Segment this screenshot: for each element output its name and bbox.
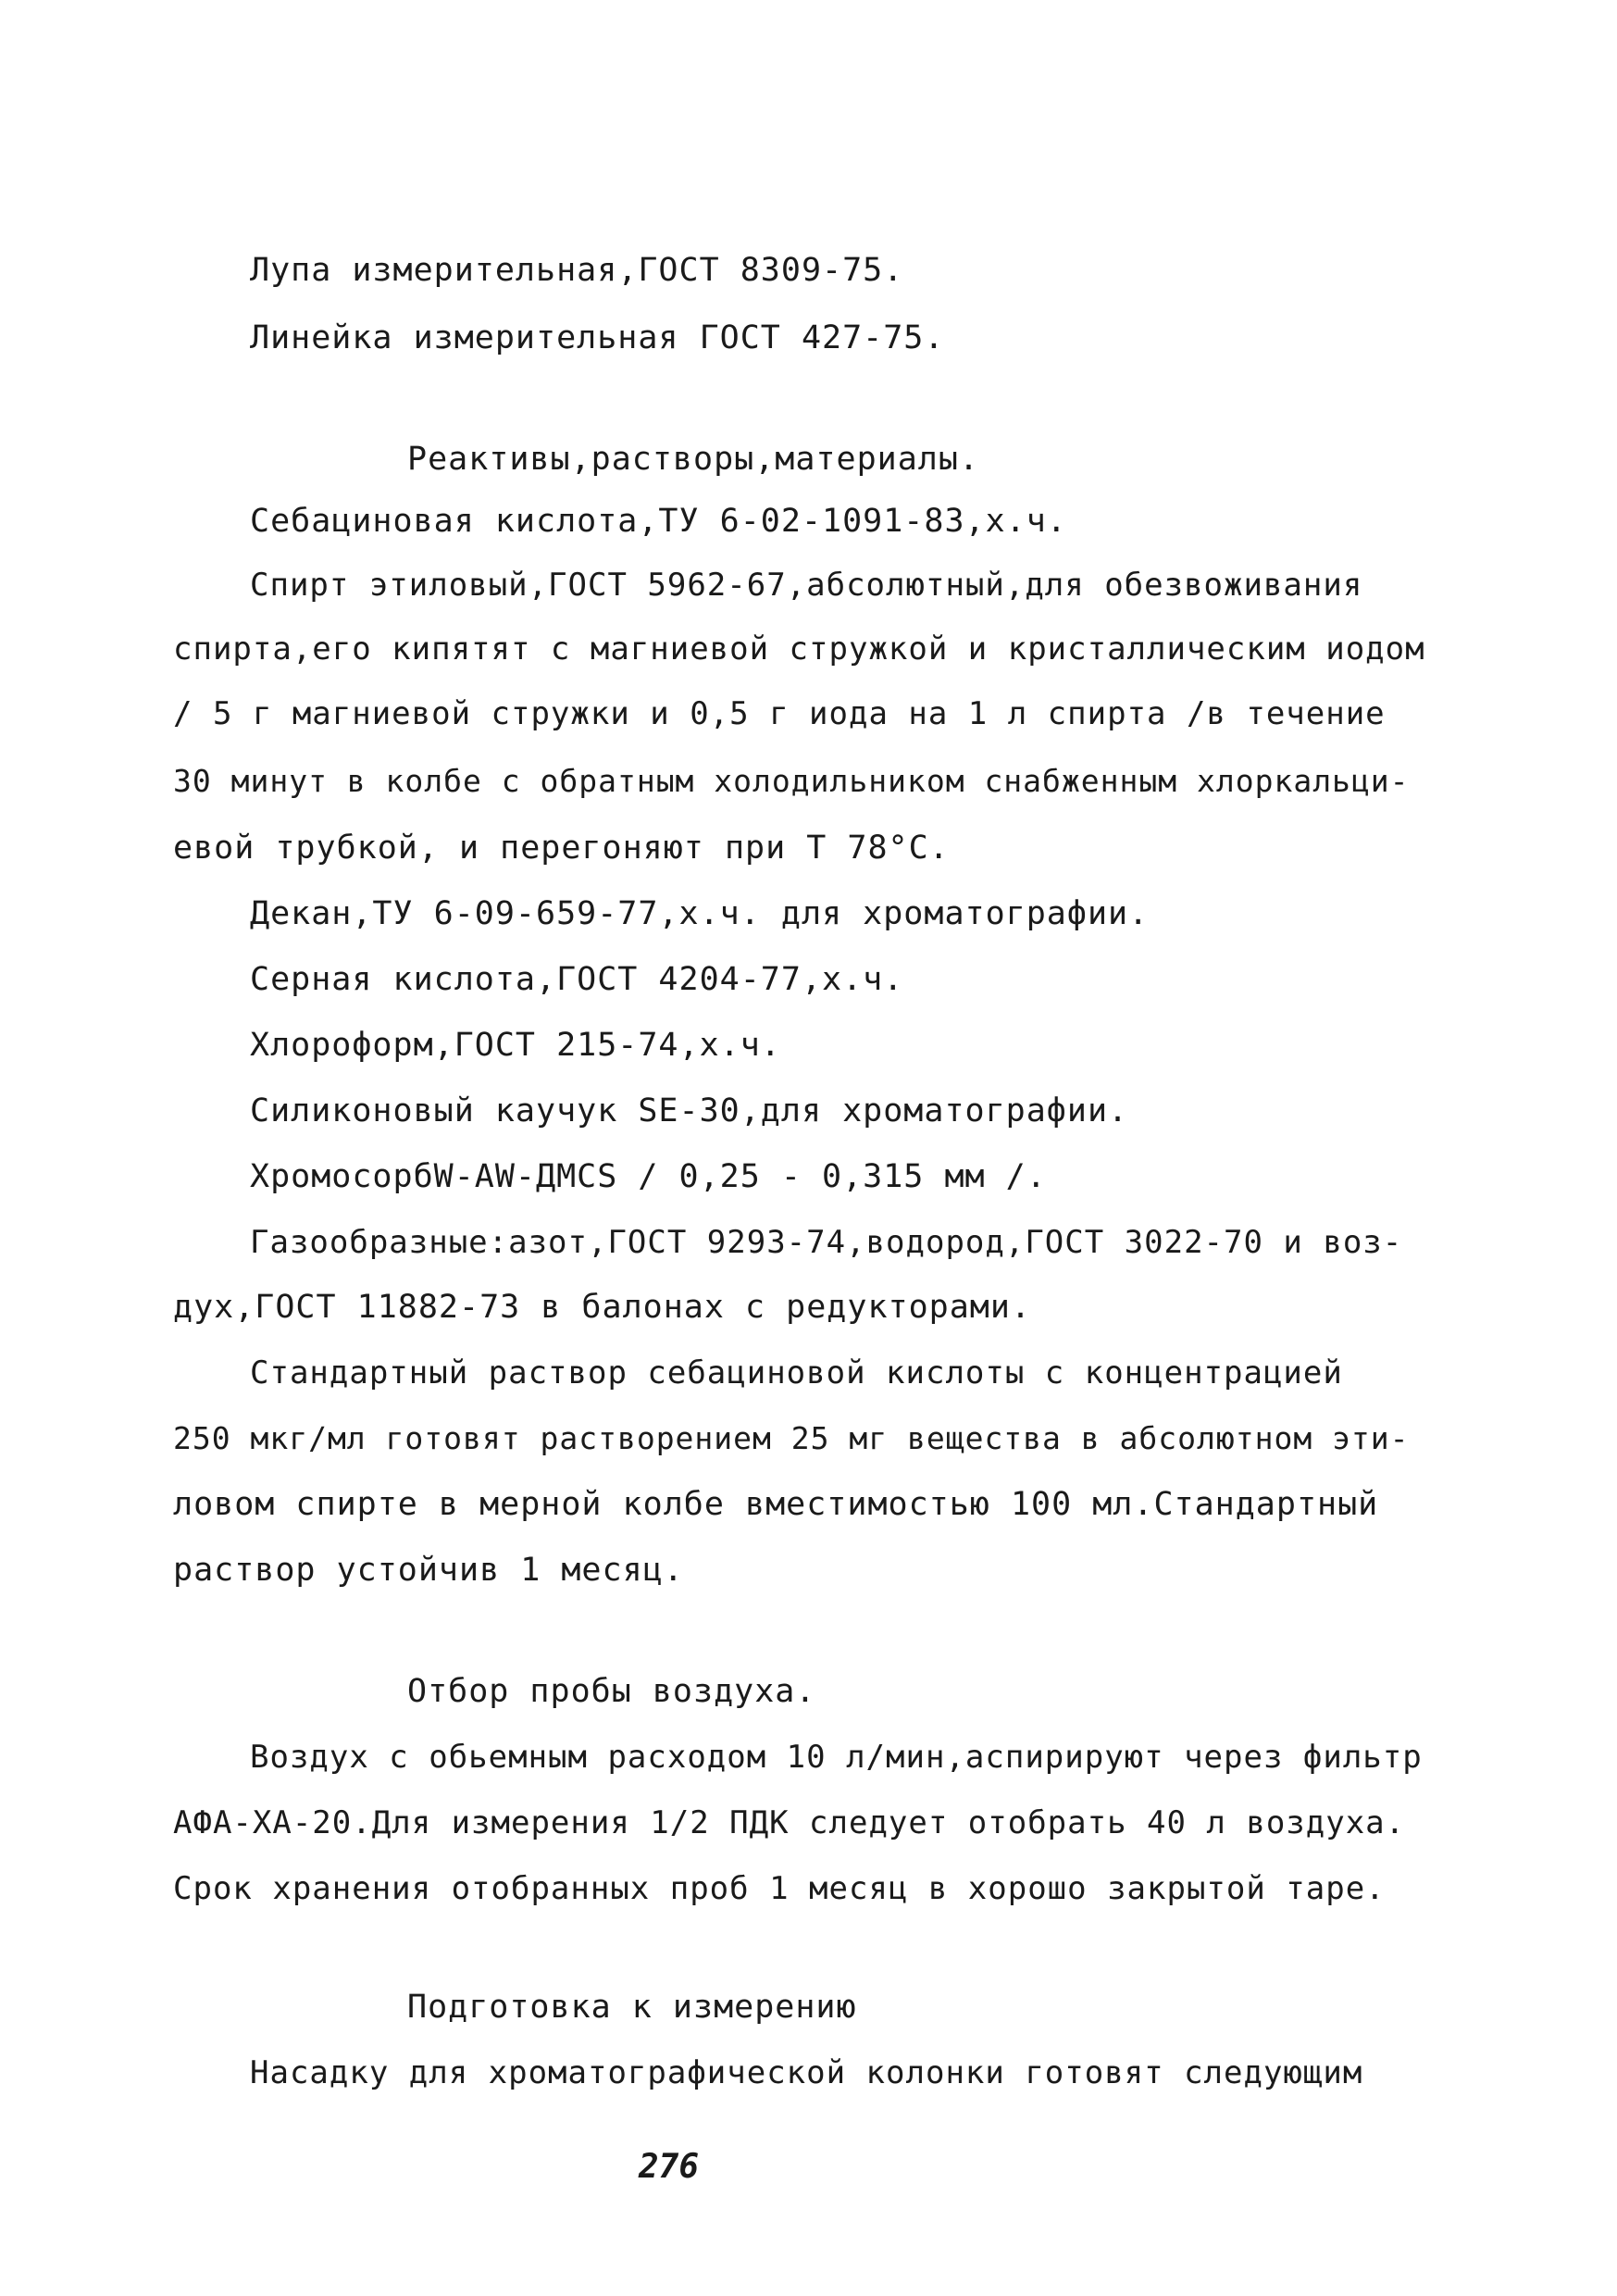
section-heading-preparation: Подготовка к измерению xyxy=(407,1989,857,2026)
text-line-18: 250 мкг/мл готовят растворением 25 мг вещества в абсолютном эти- xyxy=(173,1420,1410,1456)
text-line-12: Хлороформ,ГОСТ 215-74,х.ч. xyxy=(250,1027,781,1064)
text-line-23: АФА-ХА-20.Для измерения 1/2 ПДК следует отобрать 40 л воздуха. xyxy=(173,1804,1406,1841)
page-number: 276 xyxy=(639,2148,700,2186)
text-line-1: Лупа измерительная,ГОСТ 8309-75. xyxy=(250,252,904,289)
text-line-26: Насадку для хроматографической колонки готовят следующим xyxy=(250,2054,1363,2091)
text-line-2: Линейка измерительная ГОСТ 427-75. xyxy=(250,319,945,356)
text-line-5: Спирт этиловый,ГОСТ 5962-67,абсолютный,для обезвоживания xyxy=(250,567,1363,604)
section-heading-sampling: Отбор пробы воздуха. xyxy=(407,1673,816,1710)
text-line-22: Воздух с обьемным расходом 10 л/мин,аспирируют через фильтр xyxy=(250,1739,1423,1776)
text-line-15: Газообразные:азот,ГОСТ 9293-74,водород,ГОСТ 3022-70 и воз- xyxy=(250,1224,1403,1261)
text-line-14: ХромосорбW-AW-ДМCS / 0,25 - 0,315 мм /. xyxy=(250,1158,1047,1195)
text-line-7: / 5 г магниевой стружки и 0,5 г иода на 1 л спирта /в течение xyxy=(173,695,1386,732)
text-line-4: Себациновая кислота,ТУ 6-02-1091-83,х.ч. xyxy=(250,503,1067,540)
text-line-11: Серная кислота,ГОСТ 4204-77,х.ч. xyxy=(250,961,904,998)
text-line-20: раствор устойчив 1 месяц. xyxy=(173,1552,684,1589)
text-line-19: ловом спирте в мерной колбе вместимостью 100 мл.Стандартный xyxy=(173,1486,1379,1523)
section-heading-reagents: Реактивы,растворы,материалы. xyxy=(407,441,980,478)
text-line-6: спирта,его кипятят с магниевой стружкой и кристаллическим иодом xyxy=(173,630,1425,668)
text-line-8: 30 минут в колбе с обратным холодильником снабженным хлоркальци- xyxy=(173,763,1410,799)
text-line-9: евой трубкой, и перегоняют при Т 78°С. xyxy=(173,830,950,867)
text-line-16: дух,ГОСТ 11882-73 в балонах с редукторами. xyxy=(173,1289,1032,1326)
text-line-10: Декан,ТУ 6-09-659-77,х.ч. для хроматографии. xyxy=(250,895,1150,932)
text-line-13: Силиконовый каучук SE-30,для хроматографии. xyxy=(250,1092,1129,1129)
text-line-24: Срок хранения отобранных проб 1 месяц в хорошо закрытой таре. xyxy=(173,1870,1386,1907)
text-line-17: Стандартный раствор себациновой кислоты с концентрацией xyxy=(250,1354,1343,1391)
